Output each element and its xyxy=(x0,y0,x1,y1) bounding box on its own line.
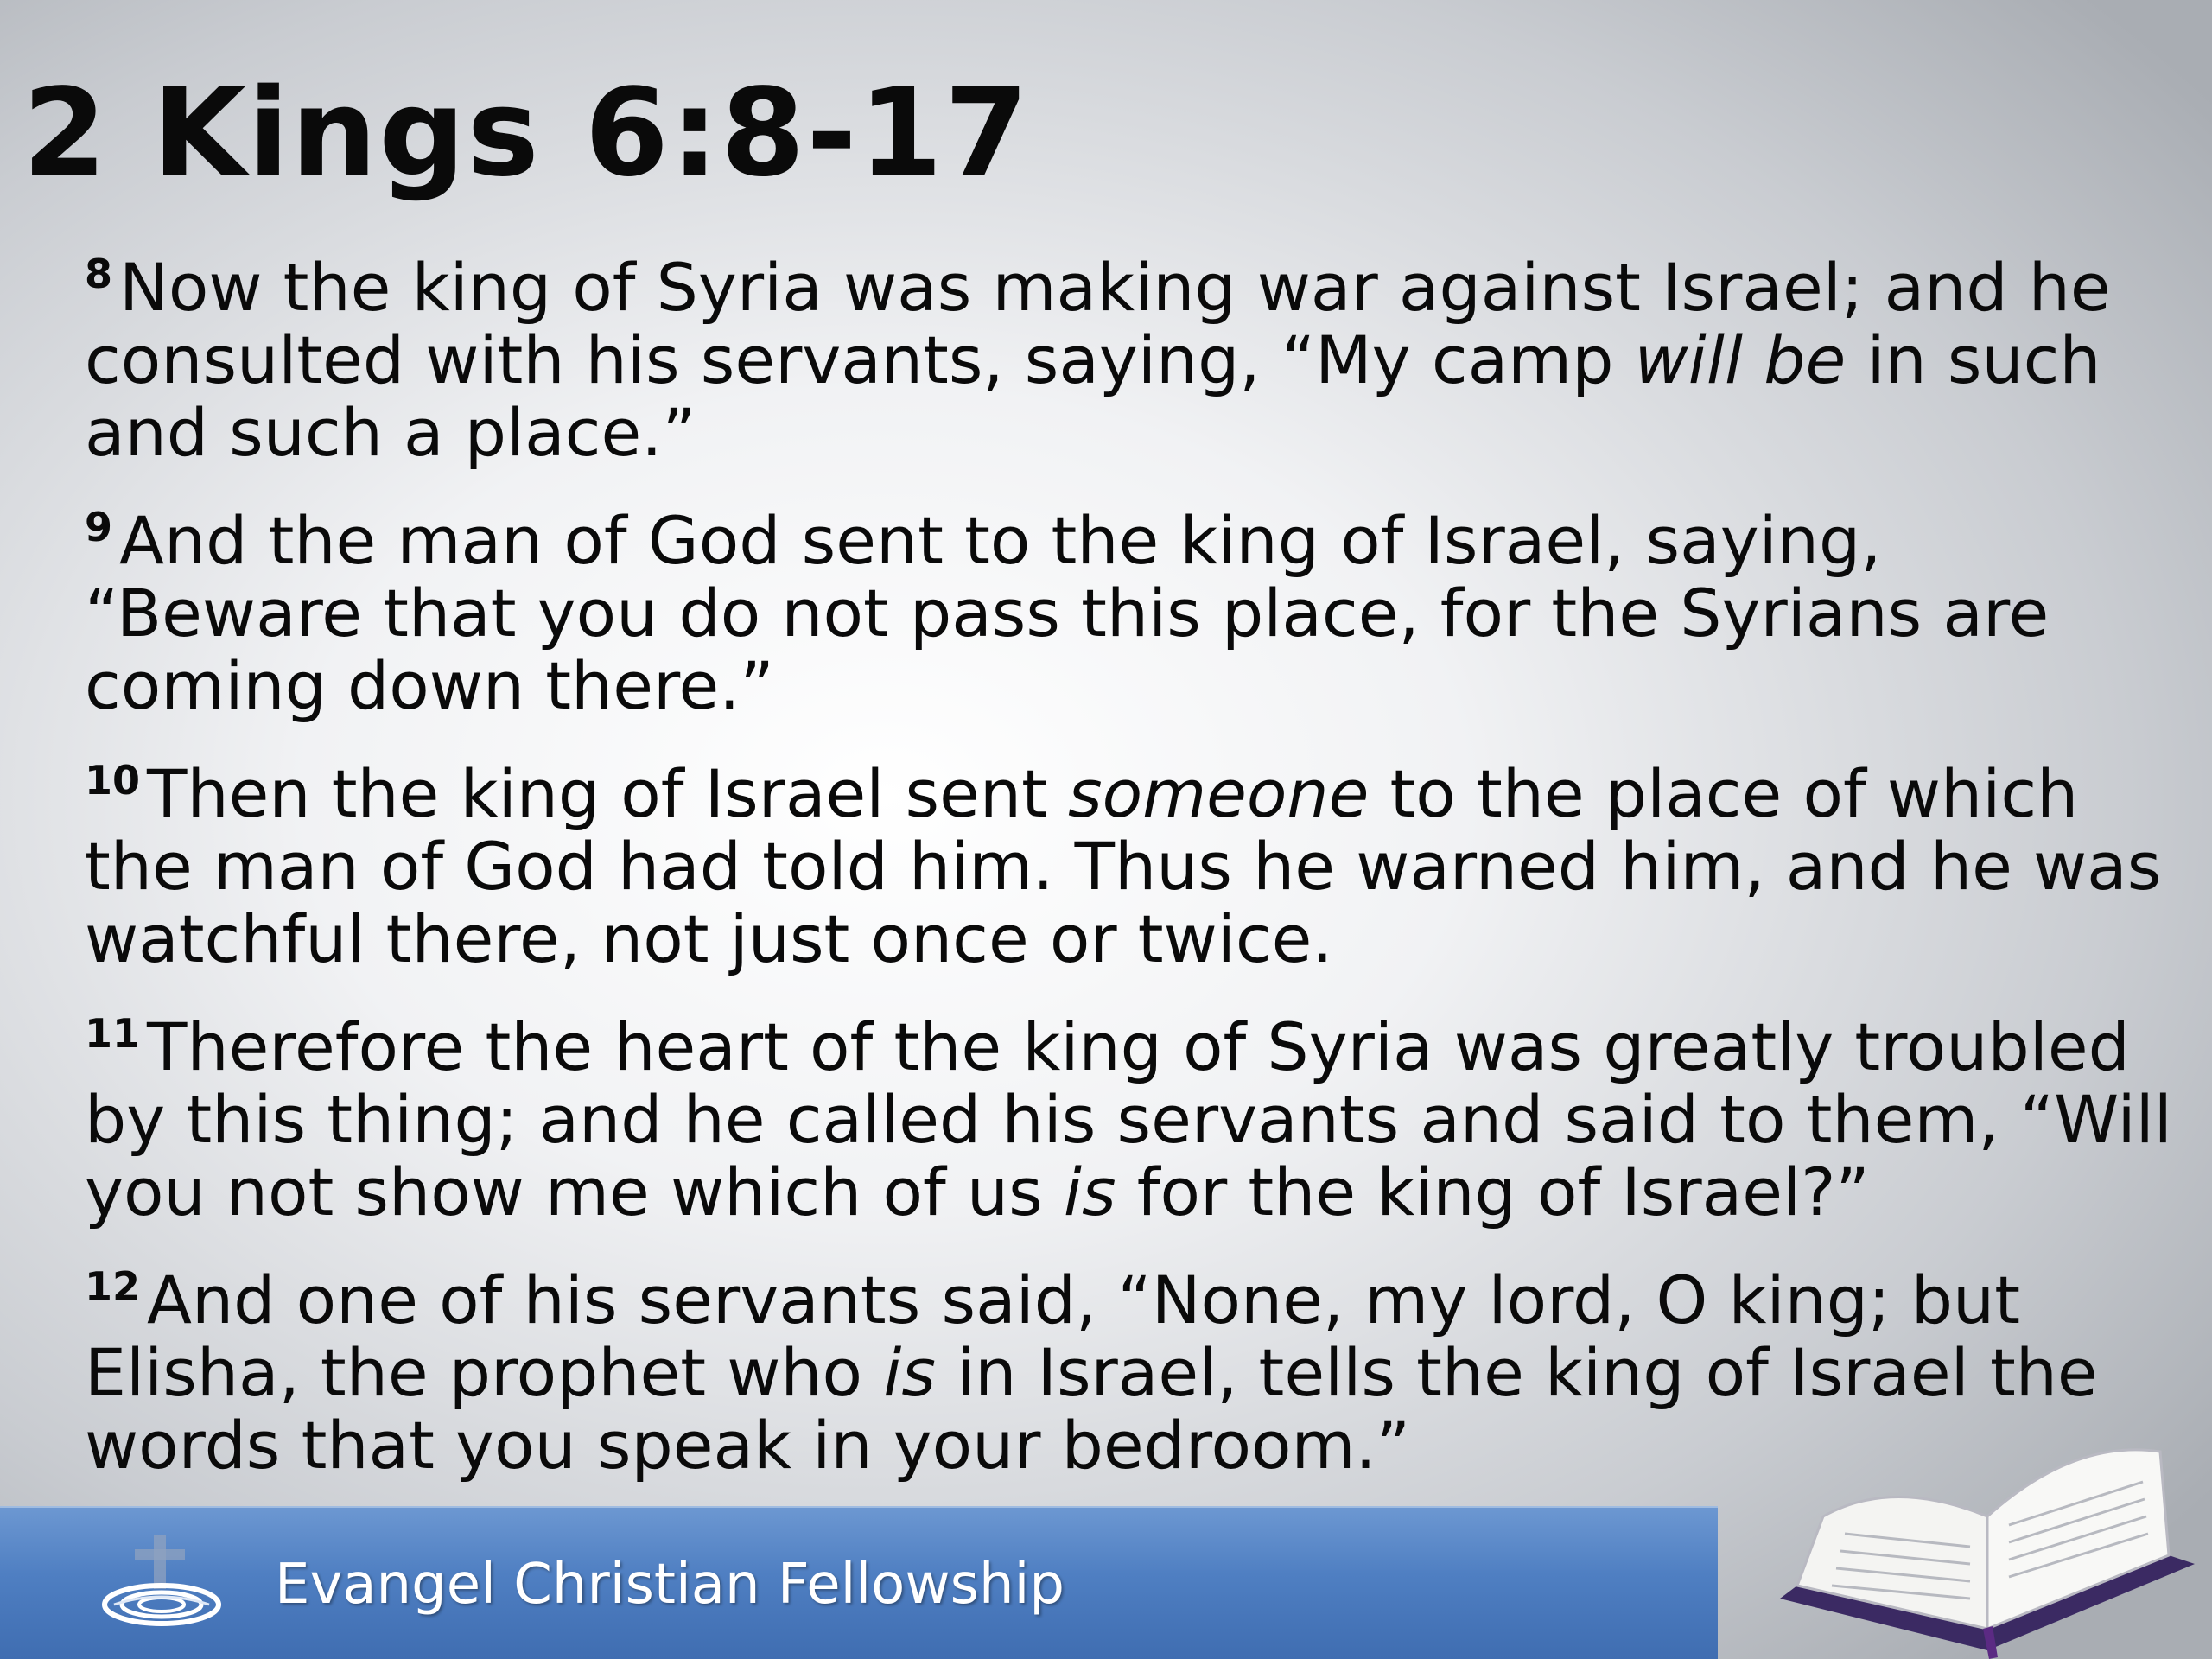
verse-text-segment: And one of his servants said, “None, my lord, O king; but Elisha, the prophet who xyxy=(85,1262,2021,1411)
verse-text-italic: will be xyxy=(1634,321,1847,398)
verse-text-italic: is xyxy=(883,1334,936,1411)
verse-number: 10 xyxy=(85,757,141,804)
verse-text-segment: And the man of God sent to the king of Israel, saying, “Beware that you do not pass this place, for the Syrians are coming down there.” xyxy=(85,502,2050,724)
organization-name: Evangel Christian Fellowship xyxy=(275,1553,1065,1617)
verse-list xyxy=(85,238,2176,1503)
verse-text-segment: Therefore the heart of the king of Syria was greatly troubled by this thing; and he called his servants and said to them, “Will you not show me which of us xyxy=(85,1008,2172,1230)
verse-number: 11 xyxy=(85,1010,141,1057)
verse-number: 9 xyxy=(85,504,113,550)
verse-text-segment: in Israel, tells the king of Israel the words that you speak in your bedroom.” xyxy=(85,1334,2098,1484)
verse-text-italic: is xyxy=(1063,1154,1116,1230)
slide-title: 2 Kings 6:8-17 xyxy=(22,63,1031,204)
verse-text-segment: for the king of Israel?” xyxy=(1116,1154,1870,1230)
verse-9 xyxy=(85,491,2176,722)
verse-text-italic: someone xyxy=(1068,755,1370,832)
verse-text-segment: to the place of which the man of God had told him. Thus he warned him, and he was watchful there, not just once or twice. xyxy=(85,755,2162,977)
verse-8 xyxy=(85,238,2176,469)
open-bible-icon xyxy=(1763,1434,2212,1659)
verse-text-segment: in such and such a place.” xyxy=(85,321,2101,471)
cross-dove-logo-icon xyxy=(97,1532,226,1636)
verse-text-segment: Then the king of Israel sent xyxy=(147,755,1069,832)
verse-number: 12 xyxy=(85,1263,141,1310)
verse-number: 8 xyxy=(85,251,113,297)
verse-text-segment: Now the king of Syria was making war against Israel; and he consulted with his servants, saying, “My camp xyxy=(85,249,2111,398)
verse-10 xyxy=(85,744,2176,976)
verse-11 xyxy=(85,997,2176,1229)
